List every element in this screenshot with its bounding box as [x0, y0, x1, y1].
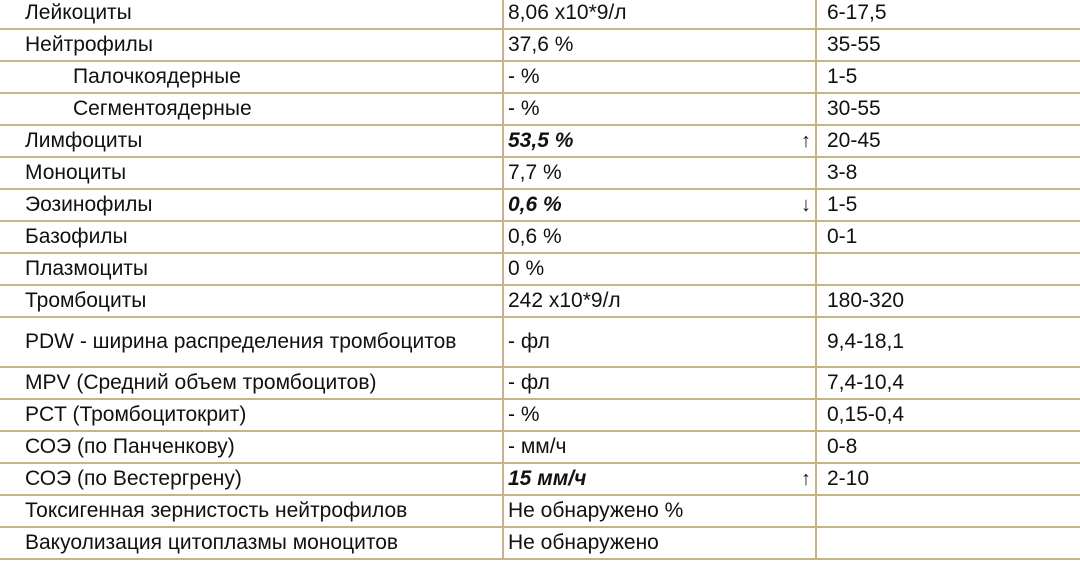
parameter-name: Тромбоциты [0, 285, 503, 317]
reference-range: 3-8 [816, 157, 1080, 189]
parameter-name: Токсигенная зернистость нейтрофилов [0, 495, 503, 527]
parameter-name: Лейкоциты [0, 0, 503, 29]
result-value: 0,6 % [508, 225, 562, 248]
result-value: - фл [508, 371, 550, 394]
result-cell [503, 61, 816, 93]
parameter-name: СОЭ (по Панченкову) [0, 431, 503, 463]
reference-range: 1-5 [816, 189, 1080, 221]
reference-range: 180-320 [816, 285, 1080, 317]
result-value: 15 мм/ч [508, 467, 587, 490]
reference-range: 2-10 [816, 463, 1080, 495]
result-cell [503, 399, 816, 431]
result-cell [503, 93, 816, 125]
result-cell [503, 157, 816, 189]
result-value: - фл [508, 330, 550, 353]
result-cell [503, 431, 816, 463]
reference-range [816, 495, 1080, 527]
result-value: 0,6 % [508, 193, 562, 216]
reference-range: 6-17,5 [816, 0, 1080, 29]
table-row [0, 221, 1080, 253]
result-value: - % [508, 97, 540, 120]
table-row [0, 367, 1080, 399]
table-row [0, 285, 1080, 317]
parameter-name: Сегментоядерные [0, 93, 503, 125]
parameter-name: Базофилы [0, 221, 503, 253]
result-cell [503, 221, 816, 253]
table-row [0, 61, 1080, 93]
result-cell [503, 367, 816, 399]
up-arrow-icon: ↑ [801, 468, 811, 490]
table-row [0, 125, 1080, 157]
reference-range: 9,4-18,1 [816, 317, 1080, 367]
down-arrow-icon: ↓ [801, 194, 811, 216]
result-value: - мм/ч [508, 435, 567, 458]
table-row [0, 0, 1080, 29]
result-value: - % [508, 403, 540, 426]
table-row [0, 527, 1080, 559]
reference-range [816, 253, 1080, 285]
result-value: 37,6 % [508, 33, 574, 56]
parameter-name: Эозинофилы [0, 189, 503, 221]
result-value: 53,5 % [508, 129, 574, 152]
parameter-name: Лимфоциты [0, 125, 503, 157]
result-cell [503, 253, 816, 285]
table-row [0, 399, 1080, 431]
reference-range: 7,4-10,4 [816, 367, 1080, 399]
result-cell [503, 0, 816, 29]
table-row [0, 495, 1080, 527]
result-value: 0 % [508, 257, 545, 280]
result-value: - % [508, 65, 540, 88]
table-row [0, 157, 1080, 189]
result-value: 7,7 % [508, 161, 562, 184]
result-value: 8,06 x10*9/л [508, 1, 627, 24]
reference-range [816, 527, 1080, 559]
table-row [0, 29, 1080, 61]
result-value: Не обнаружено % [508, 499, 684, 522]
result-cell [503, 285, 816, 317]
parameter-name: MPV (Средний объем тромбоцитов) [0, 367, 503, 399]
parameter-name: Плазмоциты [0, 253, 503, 285]
result-cell [503, 527, 816, 559]
reference-range: 0,15-0,4 [816, 399, 1080, 431]
result-cell [503, 29, 816, 61]
result-cell [503, 125, 816, 157]
result-value: Не обнаружено [508, 531, 659, 554]
parameter-name: Нейтрофилы [0, 29, 503, 61]
table-row [0, 431, 1080, 463]
reference-range: 35-55 [816, 29, 1080, 61]
parameter-name: PCT (Тромбоцитокрит) [0, 399, 503, 431]
table-row [0, 463, 1080, 495]
parameter-name: Вакуолизация цитоплазмы моноцитов [0, 527, 503, 559]
table-row [0, 317, 1080, 367]
table-row [0, 189, 1080, 221]
reference-range: 0-1 [816, 221, 1080, 253]
table-row [0, 93, 1080, 125]
parameter-name: Палочкоядерные [0, 61, 503, 93]
result-cell [503, 317, 816, 367]
parameter-name: СОЭ (по Вестергрену) [0, 463, 503, 495]
reference-range: 20-45 [816, 125, 1080, 157]
result-cell [503, 189, 816, 221]
result-value: 242 x10*9/л [508, 289, 621, 312]
result-cell [503, 463, 816, 495]
reference-range: 30-55 [816, 93, 1080, 125]
up-arrow-icon: ↑ [801, 130, 811, 152]
result-cell [503, 495, 816, 527]
table-row [0, 253, 1080, 285]
parameter-name: PDW - ширина распределения тромбоцитов [0, 317, 503, 367]
reference-range: 0-8 [816, 431, 1080, 463]
reference-range: 1-5 [816, 61, 1080, 93]
parameter-name: Моноциты [0, 157, 503, 189]
